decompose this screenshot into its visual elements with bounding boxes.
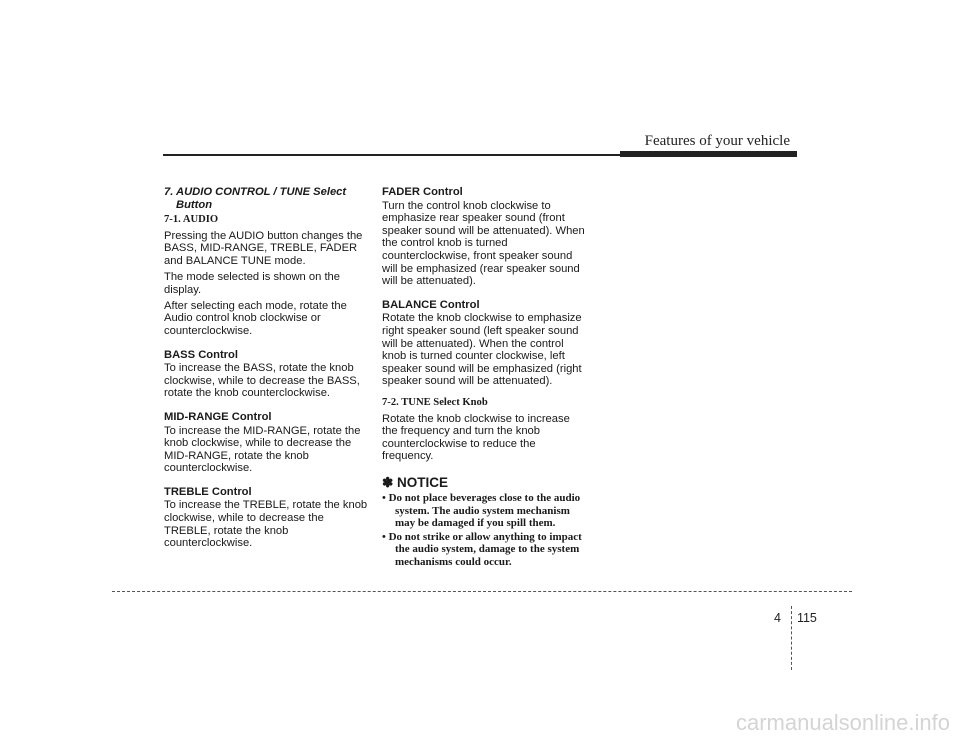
right-column: [382, 186, 587, 569]
watermark: carmanualsonline.info: [735, 710, 950, 735]
mid-range-text: To increase the MID-RANGE, rotate the knob clockwise, while to decrease the MID-RANGE, rotate the knob counterclockwise.: [164, 424, 361, 475]
page-number-divider: [791, 606, 792, 670]
fader-heading: FADER Control: [382, 186, 463, 198]
header-rule-thick: [620, 151, 797, 157]
audio-paragraph-1: Pressing the AUDIO button changes the BASS, MID-RANGE, TREBLE, FADER and BALANCE TUNE mode.: [164, 229, 363, 267]
notice-heading: ✽ NOTICE: [382, 474, 449, 490]
notice-item: • Do not place beverages close to the audio system. The audio system mechanism may be damaged if you spill them.: [382, 492, 581, 530]
subsection-audio: 7-1. AUDIO: [164, 214, 219, 226]
page-number: [774, 611, 817, 625]
header-rule-thin: [163, 154, 625, 156]
treble-text: To increase the TREBLE, rotate the knob clockwise, while to decrease the TREBLE, rotate the knob counterclockwise.: [164, 499, 368, 550]
page-number-value: 115: [796, 611, 817, 625]
bass-text: To increase the BASS, rotate the knob clockwise, while to decrease the BASS, rotate the knob counterclockwise.: [164, 362, 360, 400]
notice-item: • Do not strike or allow anything to impact the audio system, damage to the system mechanisms could occur.: [382, 530, 582, 568]
notice-list: [382, 492, 587, 567]
bass-heading: BASS Control: [164, 348, 238, 361]
audio-paragraph-2: The mode selected is shown on the display.: [164, 271, 340, 296]
left-column: [164, 186, 369, 553]
treble-heading: TREBLE Control: [164, 485, 252, 498]
tune-text: Rotate the knob clockwise to increase the frequency and turn the knob counterclockwise to reduce the frequency.: [382, 412, 570, 463]
footer-dashed-rule: [112, 591, 852, 592]
chapter-number: 4: [774, 611, 781, 625]
balance-heading: BALANCE Control: [382, 298, 480, 311]
section-title: 7. AUDIO CONTROL / TUNE Select Button: [164, 186, 347, 211]
audio-paragraph-3: After selecting each mode, rotate the Audio control knob clockwise or counterclockwise.: [164, 299, 347, 337]
balance-text: Rotate the knob clockwise to emphasize right speaker sound (left speaker sound will be attenuated). When the control knob is turned counter clockwise, left speaker sound will be emphasized (right speaker sound will be attenuated).: [382, 312, 582, 388]
subsection-tune: 7-2. TUNE Select Knob: [382, 396, 488, 408]
fader-text: Turn the control knob clockwise to emphasize rear speaker sound (front speaker sound will be attenuated). When the control knob is turned counterclockwise, front speaker sound will be emphasized (rear speaker sound will be attenuated).: [382, 199, 585, 288]
page-header-title: Features of your vehicle: [644, 133, 790, 149]
mid-range-heading: MID-RANGE Control: [164, 410, 272, 423]
